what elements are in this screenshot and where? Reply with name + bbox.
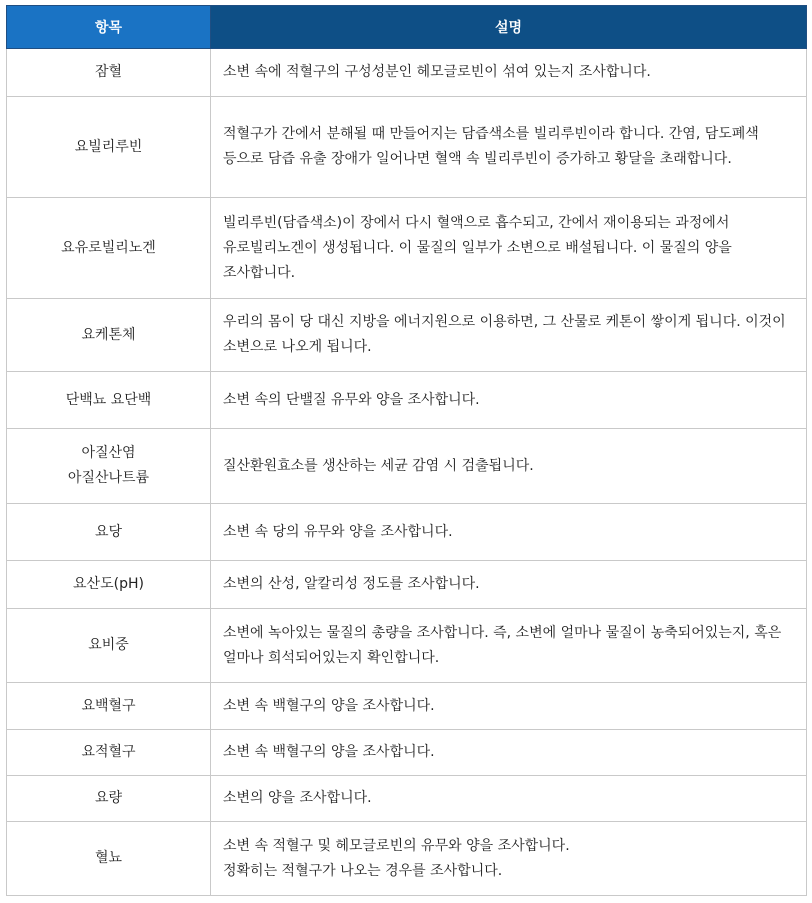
item-cell bbox=[7, 776, 211, 822]
item-name: 요적혈구 bbox=[81, 744, 136, 760]
table-row bbox=[7, 561, 807, 609]
item-name: 요백혈구 bbox=[81, 697, 136, 714]
item-cell bbox=[7, 561, 211, 609]
description-text: 빌리루빈(담즙색소)이 장에서 다시 혈액으로 흡수되고, 간에서 재이용되는 과정에서 유로빌리노겐이 생성됩니다. 이 물질의 일부가 소변으로 배설됩니다. 이 물질의 양을 조사합니다. bbox=[223, 214, 732, 281]
description-cell bbox=[211, 504, 807, 561]
description-text: 우리의 몸이 당 대신 지방을 에너지원으로 이용하면, 그 산물로 케톤이 쌓이게 됩니다. 이것이 소변으로 나오게 됩니다. bbox=[223, 314, 786, 355]
item-name: 요케톤체 bbox=[81, 326, 136, 343]
description-cell bbox=[211, 372, 807, 429]
item-cell bbox=[7, 299, 211, 372]
item-cell bbox=[7, 683, 211, 730]
item-name: 혈뇨 bbox=[94, 850, 123, 866]
table-row bbox=[7, 97, 807, 198]
item-cell bbox=[7, 49, 211, 97]
description-cell bbox=[211, 561, 807, 609]
item-name: 요빌리루빈 bbox=[74, 138, 143, 155]
item-cell bbox=[7, 822, 211, 896]
description-text: 소변 속 당의 유무와 양을 조사합니다. bbox=[223, 523, 453, 540]
urinalysis-table-container bbox=[6, 5, 806, 896]
table-row bbox=[7, 198, 807, 299]
item-name: 요비중 bbox=[88, 637, 129, 653]
description-cell bbox=[211, 299, 807, 372]
item-cell bbox=[7, 730, 211, 776]
item-name: 단백뇨 요단백 bbox=[65, 391, 152, 408]
item-cell bbox=[7, 198, 211, 299]
description-cell bbox=[211, 776, 807, 822]
item-name: 요산도(pH) bbox=[73, 576, 144, 592]
item-cell bbox=[7, 609, 211, 683]
table-row bbox=[7, 372, 807, 429]
table-row bbox=[7, 776, 807, 822]
description-text: 질산환원효소를 생산하는 세균 감염 시 검출됩니다. bbox=[223, 457, 534, 474]
description-cell bbox=[211, 609, 807, 683]
table-row bbox=[7, 730, 807, 776]
column-header-item: 항목 bbox=[7, 6, 211, 49]
description-cell bbox=[211, 429, 807, 504]
table-row bbox=[7, 609, 807, 683]
description-text: 소변의 양을 조사합니다. bbox=[223, 790, 372, 806]
description-cell bbox=[211, 97, 807, 198]
urinalysis-items-table bbox=[6, 5, 807, 896]
description-cell bbox=[211, 730, 807, 776]
item-cell bbox=[7, 97, 211, 198]
description-cell bbox=[211, 49, 807, 97]
item-name: 아질산염 bbox=[81, 445, 136, 461]
item-name: 요량 bbox=[94, 790, 123, 806]
column-header-description: 설명 bbox=[211, 6, 807, 49]
description-text: 소변의 산성, 알칼리성 정도를 조사합니다. bbox=[223, 576, 480, 592]
item-cell bbox=[7, 504, 211, 561]
item-cell bbox=[7, 429, 211, 504]
item-cell bbox=[7, 372, 211, 429]
item-name: 잠혈 bbox=[94, 64, 123, 80]
table-row bbox=[7, 822, 807, 896]
table-row bbox=[7, 429, 807, 504]
item-name: 아질산나트륨 bbox=[67, 470, 150, 486]
table-row bbox=[7, 683, 807, 730]
description-text: 소변 속의 단밸질 유무와 양을 조사합니다. bbox=[223, 391, 480, 408]
description-text: 소변 속 백혈구의 양을 조사합니다. bbox=[223, 744, 435, 760]
table-row bbox=[7, 504, 807, 561]
description-text: 소변에 녹아있는 물질의 총량을 조사합니다. 즉, 소변에 얼마나 물질이 농축되어있는지, 혹은 얼마나 희석되어있는지 확인합니다. bbox=[223, 624, 782, 666]
description-text: 소변 속 백혈구의 양을 조사합니다. bbox=[223, 697, 435, 714]
item-name: 요유로빌리노겐 bbox=[61, 239, 156, 256]
description-cell bbox=[211, 198, 807, 299]
description-text: 적혈구가 간에서 분해될 때 만들어지는 담즙색소를 빌리루빈이라 합니다. 간염, 담도폐색 등으로 담즙 유출 장애가 일어나면 혈액 속 빌리루빈이 증가하고 황달을 초래합니다. bbox=[223, 126, 759, 167]
table-header-row bbox=[7, 6, 807, 49]
item-name: 요당 bbox=[94, 523, 123, 540]
description-cell bbox=[211, 683, 807, 730]
description-text: 정확히는 적혈구가 나오는 경우를 조사합니다. bbox=[223, 862, 503, 879]
table-row bbox=[7, 49, 807, 97]
description-text: 소변 속 적혈구 및 헤모글로빈의 유무와 양을 조사합니다. bbox=[223, 837, 570, 854]
description-text: 소변 속에 적혈구의 구성성분인 헤모글로빈이 섞여 있는지 조사합니다. bbox=[223, 64, 651, 80]
description-cell bbox=[211, 822, 807, 896]
table-row bbox=[7, 299, 807, 372]
